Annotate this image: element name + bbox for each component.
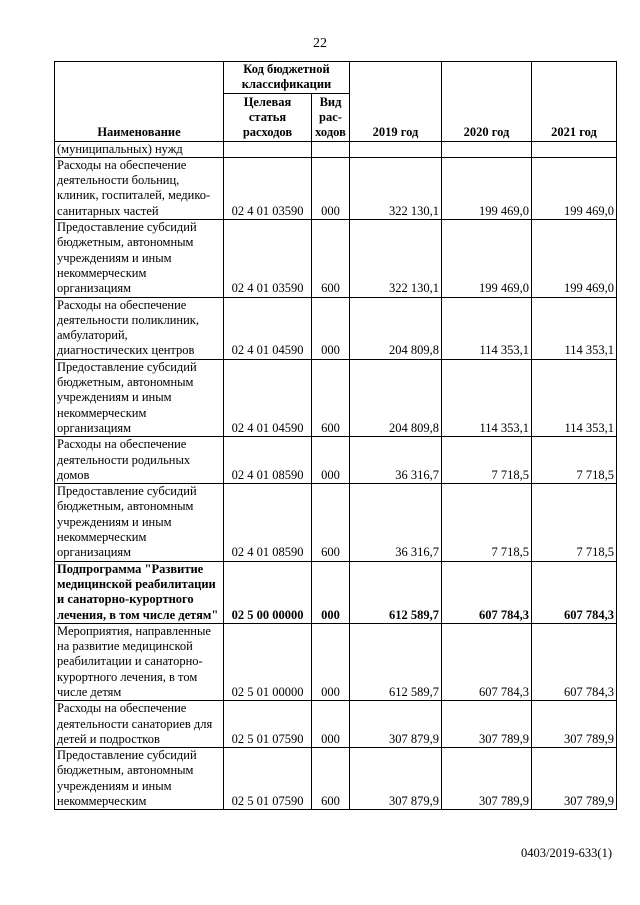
table-row bbox=[55, 157, 617, 219]
table-row bbox=[55, 623, 617, 700]
cell-y2019: 36 316,7 bbox=[350, 437, 442, 484]
cell-vid: 000 bbox=[312, 701, 350, 748]
cell-y2021: 307 789,9 bbox=[532, 748, 617, 810]
cell-y2021: 114 353,1 bbox=[532, 359, 617, 436]
cell-name: Расходы на обеспечение деятельности санаториев для детей и подростков bbox=[55, 701, 224, 748]
cell-vid: 000 bbox=[312, 623, 350, 700]
cell-vid bbox=[312, 141, 350, 157]
cell-name: Предоставление субсидий бюджетным, автономным учреждениям и иным некоммерческим организациям bbox=[55, 484, 224, 561]
cell-y2019: 612 589,7 bbox=[350, 561, 442, 623]
cell-y2021: 607 784,3 bbox=[532, 561, 617, 623]
header-vid: Вид рас-ходов bbox=[312, 93, 350, 141]
cell-vid: 600 bbox=[312, 748, 350, 810]
cell-code: 02 5 01 00000 bbox=[224, 623, 312, 700]
cell-y2019 bbox=[350, 141, 442, 157]
cell-vid: 000 bbox=[312, 561, 350, 623]
table-row bbox=[55, 561, 617, 623]
table-row bbox=[55, 220, 617, 297]
cell-vid: 000 bbox=[312, 157, 350, 219]
cell-y2021: 307 789,9 bbox=[532, 701, 617, 748]
cell-y2019: 204 809,8 bbox=[350, 359, 442, 436]
table-body bbox=[55, 141, 617, 810]
cell-code: 02 4 01 03590 bbox=[224, 157, 312, 219]
table-row bbox=[55, 748, 617, 810]
header-code-group: Код бюджетной классификации bbox=[224, 62, 350, 94]
cell-y2019: 204 809,8 bbox=[350, 297, 442, 359]
cell-name: Расходы на обеспечение деятельности поликлиник, амбулаторий, диагностических центров bbox=[55, 297, 224, 359]
cell-code: 02 4 01 08590 bbox=[224, 484, 312, 561]
cell-y2020: 607 784,3 bbox=[442, 561, 532, 623]
header-target: Целевая статья расходов bbox=[224, 93, 312, 141]
cell-y2020: 307 789,9 bbox=[442, 701, 532, 748]
cell-vid: 600 bbox=[312, 484, 350, 561]
cell-y2021: 199 469,0 bbox=[532, 157, 617, 219]
header-2020: 2020 год bbox=[442, 62, 532, 142]
cell-y2020: 7 718,5 bbox=[442, 437, 532, 484]
cell-name: (муниципальных) нужд bbox=[55, 141, 224, 157]
cell-y2021 bbox=[532, 141, 617, 157]
cell-y2020: 7 718,5 bbox=[442, 484, 532, 561]
cell-y2020: 199 469,0 bbox=[442, 157, 532, 219]
budget-table bbox=[54, 61, 617, 810]
cell-name: Предоставление субсидий бюджетным, автономным учреждениям и иным некоммерческим организациям bbox=[55, 220, 224, 297]
cell-vid: 600 bbox=[312, 220, 350, 297]
cell-y2020: 114 353,1 bbox=[442, 359, 532, 436]
cell-y2019: 307 879,9 bbox=[350, 748, 442, 810]
cell-y2020: 114 353,1 bbox=[442, 297, 532, 359]
table-row bbox=[55, 359, 617, 436]
cell-y2020: 199 469,0 bbox=[442, 220, 532, 297]
cell-y2019: 307 879,9 bbox=[350, 701, 442, 748]
header-2019: 2019 год bbox=[350, 62, 442, 142]
cell-y2021: 7 718,5 bbox=[532, 484, 617, 561]
page-number: 22 bbox=[313, 36, 327, 51]
table-row bbox=[55, 701, 617, 748]
cell-name: Мероприятия, направленные на развитие медицинской реабилитации и санаторно-курортного лечения, в том числе детям bbox=[55, 623, 224, 700]
cell-code: 02 4 01 08590 bbox=[224, 437, 312, 484]
cell-y2021: 199 469,0 bbox=[532, 220, 617, 297]
header-2021: 2021 год bbox=[532, 62, 617, 142]
cell-code bbox=[224, 141, 312, 157]
cell-code: 02 5 00 00000 bbox=[224, 561, 312, 623]
cell-vid: 000 bbox=[312, 297, 350, 359]
cell-code: 02 5 01 07590 bbox=[224, 748, 312, 810]
document-code: 0403/2019-633(1) bbox=[521, 846, 612, 860]
table-row bbox=[55, 437, 617, 484]
cell-y2021: 7 718,5 bbox=[532, 437, 617, 484]
cell-y2021: 607 784,3 bbox=[532, 623, 617, 700]
cell-y2019: 322 130,1 bbox=[350, 220, 442, 297]
cell-code: 02 5 01 07590 bbox=[224, 701, 312, 748]
cell-name: Расходы на обеспечение деятельности родильных домов bbox=[55, 437, 224, 484]
cell-vid: 600 bbox=[312, 359, 350, 436]
cell-y2021: 114 353,1 bbox=[532, 297, 617, 359]
cell-y2020: 607 784,3 bbox=[442, 623, 532, 700]
table-row bbox=[55, 141, 617, 157]
cell-y2019: 322 130,1 bbox=[350, 157, 442, 219]
table-row bbox=[55, 297, 617, 359]
header-name: Наименование bbox=[55, 62, 224, 142]
cell-name: Предоставление субсидий бюджетным, автономным учреждениям и иным некоммерческим организациям bbox=[55, 359, 224, 436]
cell-y2019: 36 316,7 bbox=[350, 484, 442, 561]
table-row bbox=[55, 484, 617, 561]
cell-code: 02 4 01 03590 bbox=[224, 220, 312, 297]
cell-y2019: 612 589,7 bbox=[350, 623, 442, 700]
cell-name: Предоставление субсидий бюджетным, автономным учреждениям и иным некоммерческим bbox=[55, 748, 224, 810]
cell-code: 02 4 01 04590 bbox=[224, 359, 312, 436]
cell-vid: 000 bbox=[312, 437, 350, 484]
cell-y2020 bbox=[442, 141, 532, 157]
cell-name: Подпрограмма "Развитие медицинской реабилитации и санаторно-курортного лечения, в том числе детям" bbox=[55, 561, 224, 623]
cell-code: 02 4 01 04590 bbox=[224, 297, 312, 359]
cell-name: Расходы на обеспечение деятельности больниц, клиник, госпиталей, медико-санитарных частей bbox=[55, 157, 224, 219]
cell-y2020: 307 789,9 bbox=[442, 748, 532, 810]
